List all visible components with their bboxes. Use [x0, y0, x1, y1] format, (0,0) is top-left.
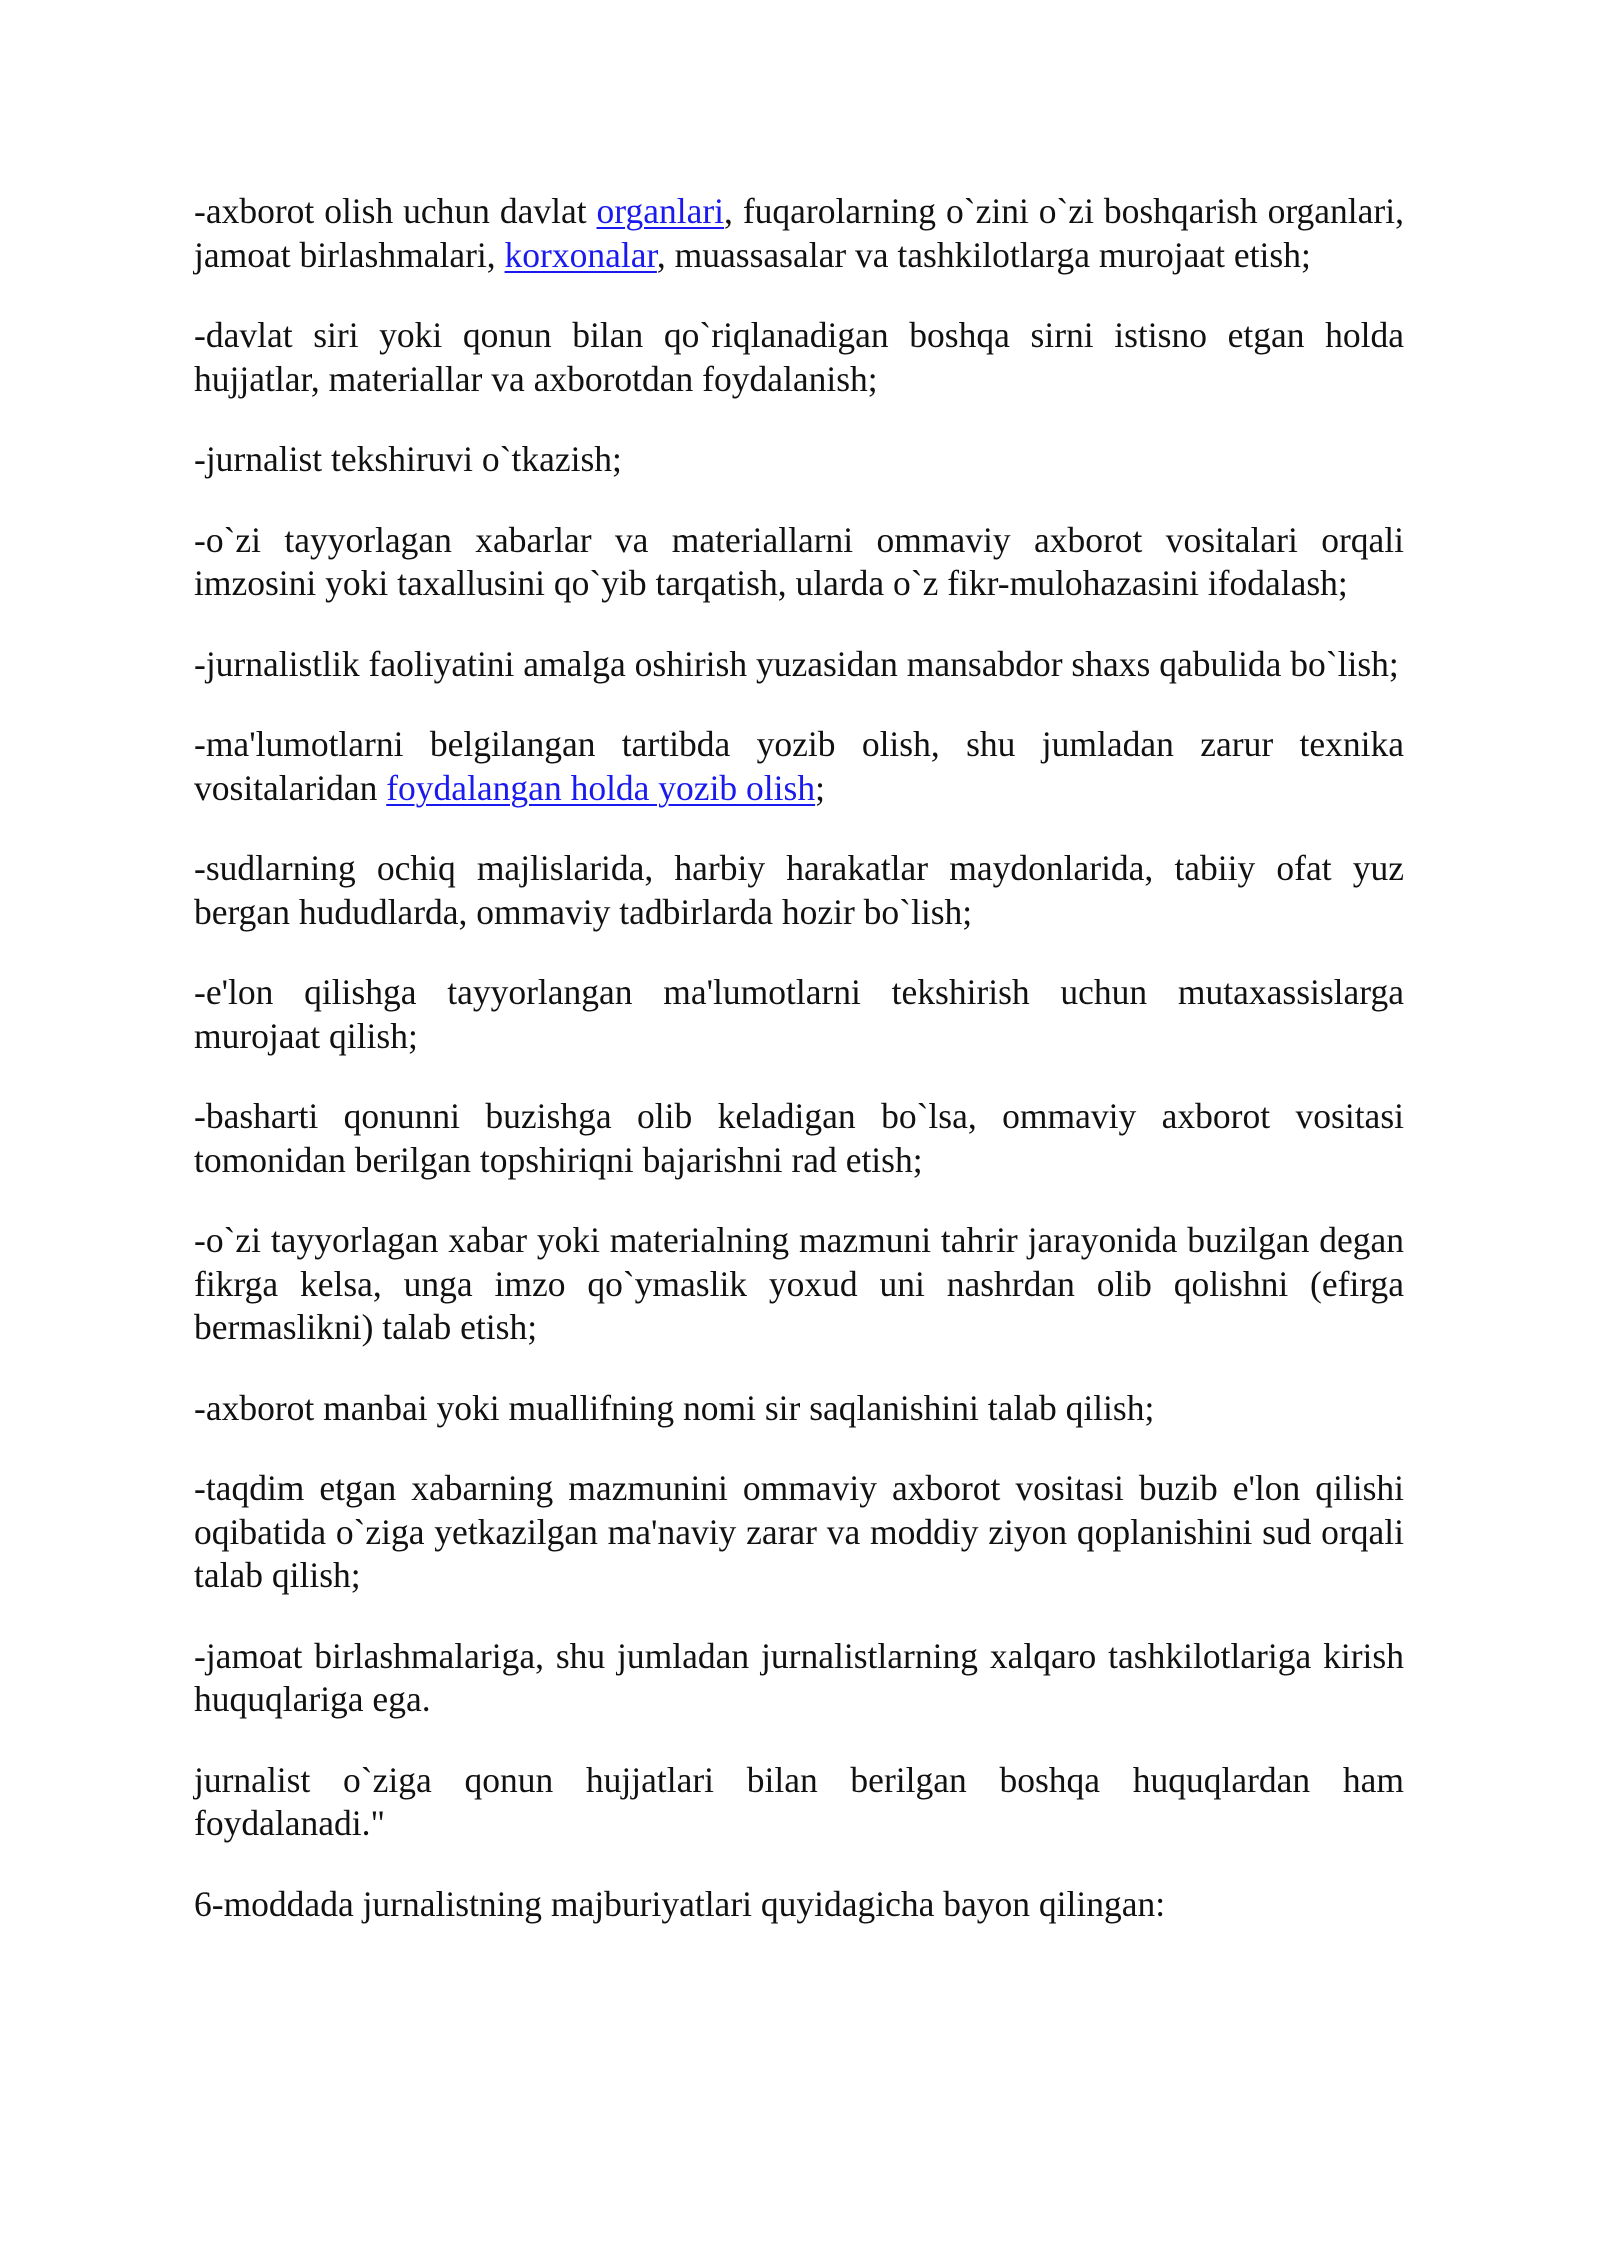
paragraph: [194, 643, 1404, 687]
paragraph: [194, 1883, 1404, 1927]
paragraph-text: -axborot olish uchun davlat: [194, 191, 597, 231]
paragraph-text: -jurnalistlik faoliyatini amalga oshirish yuzasidan mansabdor shaxs qabulida bo`lish;: [194, 643, 1399, 684]
hyperlink[interactable]: organlari: [596, 191, 725, 231]
paragraph: [194, 438, 1404, 482]
paragraph: [194, 1467, 1404, 1598]
paragraph-text: , fuqarolarning o`zini o`zi boshqarish organlari, jamoat birlashmalari,: [194, 191, 1404, 275]
paragraph: [194, 519, 1404, 606]
paragraph-text: -basharti qonunni buzishga olib keladigan bo`lsa, ommaviy axborot vositasi tomonidan berilgan topshiriqni bajarishni rad etish;: [194, 1096, 1404, 1180]
paragraph: [194, 1095, 1404, 1182]
paragraph: [194, 723, 1404, 810]
paragraph-text: -sudlarning ochiq majlislarida, harbiy harakatlar maydonlarida, tabiiy ofat yuz bergan hududlarda, ommaviy tadbirlarda hozir bo`lish;: [194, 848, 1404, 932]
paragraph-text: -jurnalist tekshiruvi o`tkazish;: [194, 439, 622, 479]
paragraph-text: -ma'lumotlarni belgilangan tartibda yozib olish, shu jumladan zarur texnika vositalaridan: [194, 724, 1404, 808]
paragraph-text: -taqdim etgan xabarning mazmunini ommaviy axborot vositasi buzib e'lon qilishi oqibatida o`ziga yetkazilgan ma'naviy zarar va moddiy ziyon qoplanishini sud orqali talab qilish;: [194, 1468, 1404, 1595]
document-body: [194, 190, 1404, 1926]
paragraph-text: -davlat siri yoki qonun bilan qo`riqlanadigan boshqa sirni istisno etgan holda hujjatlar, materiallar va axborotdan foydalanish;: [194, 315, 1404, 399]
paragraph-text: 6-moddada jurnalistning majburiyatlari quyidagicha bayon qilingan:: [194, 1883, 1166, 1924]
paragraph-text: ;: [815, 767, 825, 808]
paragraph-text: -o`zi tayyorlagan xabarlar va materiallarni ommaviy axborot vositalari orqali imzosini yoki taxallusini qo`yib tarqatish, ularda o`z fikr-mulohazasini ifodalash;: [194, 519, 1404, 603]
paragraph-text: -axborot manbai yoki muallifning nomi sir saqlanishini talab qilish;: [194, 1387, 1155, 1428]
paragraph: [194, 1219, 1404, 1350]
paragraph: [194, 190, 1404, 277]
paragraph-text: -jamoat birlashmalariga, shu jumladan jurnalistlarning xalqaro tashkilotlariga kirish huquqlariga ega.: [194, 1635, 1404, 1719]
paragraph: [194, 314, 1404, 401]
paragraph: [194, 971, 1404, 1058]
paragraph-text: -e'lon qilishga tayyorlangan ma'lumotlarni tekshirish uchun mutaxassislarga murojaat qilish;: [194, 972, 1404, 1056]
hyperlink[interactable]: korxonalar: [504, 234, 657, 275]
paragraph-text: , muassasalar va tashkilotlarga murojaat etish;: [656, 234, 1311, 275]
paragraph-text: jurnalist o`ziga qonun hujjatlari bilan berilgan boshqa huquqlardan ham foydalanadi.": [194, 1759, 1404, 1843]
paragraph: [194, 847, 1404, 934]
paragraph: [194, 1635, 1404, 1722]
paragraph: [194, 1387, 1404, 1431]
paragraph-text: -o`zi tayyorlagan xabar yoki materialning mazmuni tahrir jarayonida buzilgan degan fikrga kelsa, unga imzo qo`ymaslik yoxud uni nashrdan olib qolishni (efirga bermaslikni) talab etish;: [194, 1220, 1404, 1347]
hyperlink[interactable]: foydalangan holda yozib olish: [386, 767, 816, 808]
paragraph: [194, 1759, 1404, 1846]
